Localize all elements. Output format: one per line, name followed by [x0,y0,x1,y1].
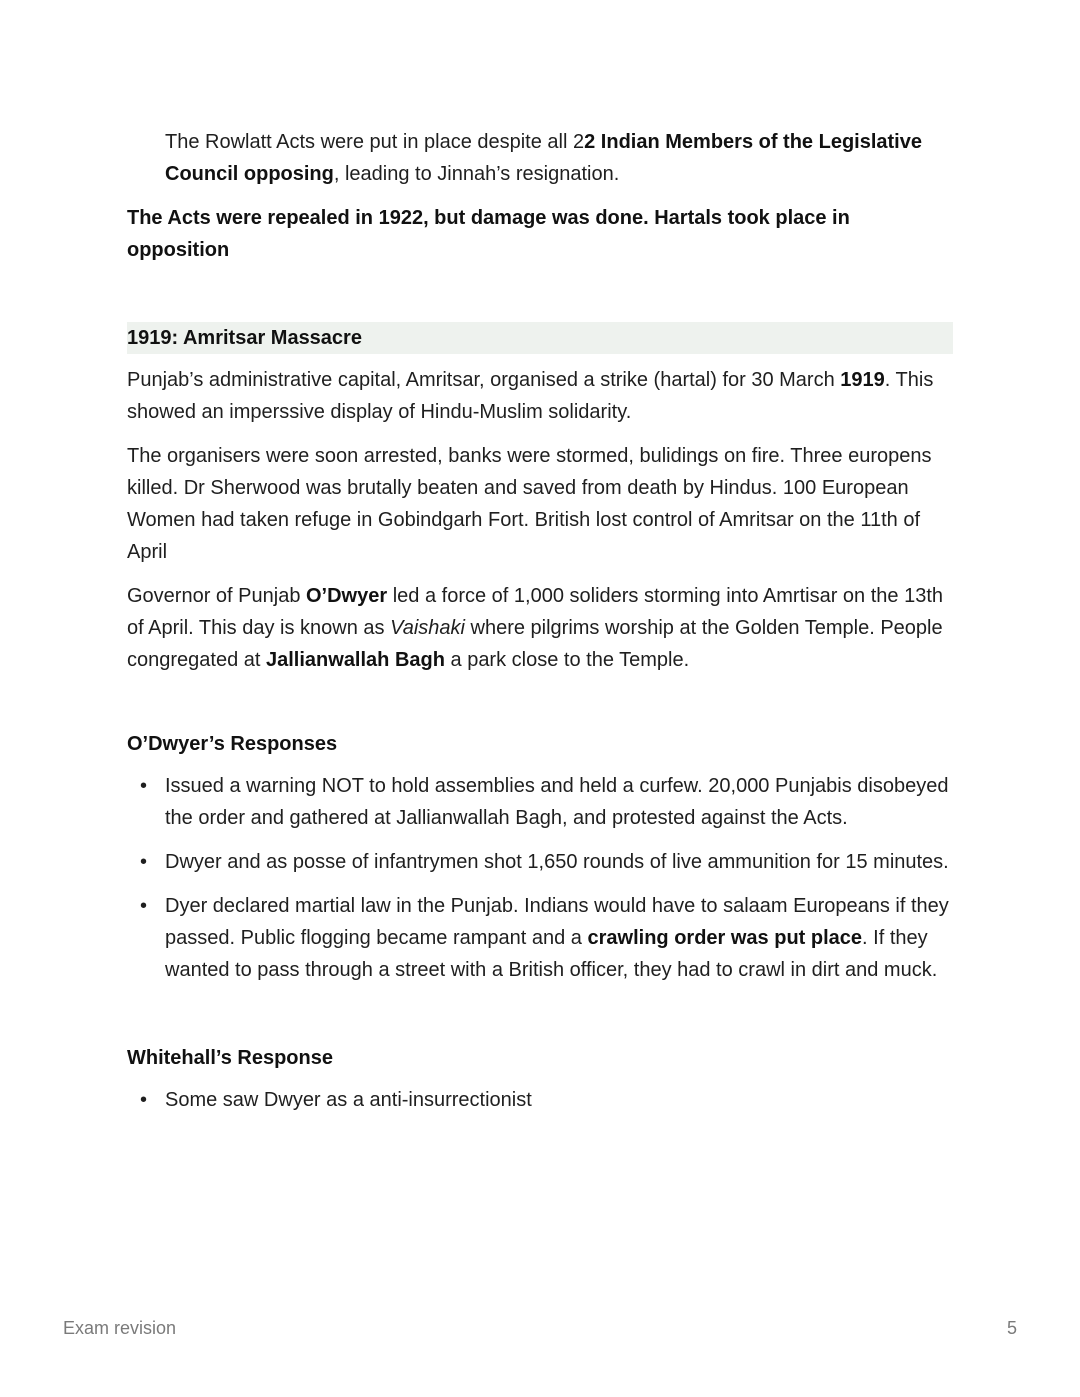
odwyer-responses-list [127,770,953,986]
amritsar-para-3-c: led a force of 1,000 soliders storming into Amrtisar on the 13th of April. This day is known as [127,585,944,639]
list-item-text: Dwyer and as posse of infantrymen shot 1,650 rounds of live ammunition for 15 minutes. [165,851,949,873]
list-item [127,846,953,878]
page-content [127,126,953,1128]
amritsar-para-1-c: . This showed an imperssive display of Hindu-Muslim solidarity. [127,369,934,423]
rowlatt-paragraph [127,126,953,190]
list-item [127,770,953,834]
footer-label: Exam revision [63,1318,177,1338]
bullet-icon: • [140,1089,148,1111]
whitehall-response-heading: Whitehall’s Response [127,1047,333,1069]
odwyer-responses-heading: O’Dwyer’s Responses [127,733,338,755]
bullet-icon: • [140,851,148,873]
list-item [127,1084,953,1116]
amritsar-para-3-e: where pilgrims worship at the Golden Temple. People congregated at [127,617,943,671]
odwyer-name: O’Dwyer [306,585,388,607]
list-item-text: Issued a warning NOT to hold assemblies and held a curfew. 20,000 Punjabis disobeyed the order and gathered at Jallianwallah Bagh, and protested against the Acts. [165,775,949,829]
list-item-text: Some saw Dwyer as a anti-insurrectionist [165,1089,532,1111]
list-item-text-a: Dyer declared martial law in the Punjab. Indians would have to salaam Europeans if they passed. Public flogging became rampant and a [165,895,949,949]
repeal-paragraph [127,202,953,266]
bullet-icon: • [140,775,148,797]
crawling-order: crawling order was put place [587,927,863,949]
amritsar-para-1 [127,364,953,428]
list-item [127,890,953,986]
section-heading-amritsar: 1919: Amritsar Massacre [127,322,953,354]
rowlatt-text-c: , leading to Jinnah’s resignation. [333,163,620,185]
amritsar-para-3-a: Governor of Punjab [127,585,306,607]
amritsar-year: 1919 [840,369,885,391]
rowlatt-text-a: The Rowlatt Acts were put in place despite all 2 [165,131,585,153]
repeal-text: The Acts were repealed in 1922, but damage was done. Hartals took place in opposition [127,207,850,261]
list-item-text-c: . If they wanted to pass through a street with a British officer, they had to crawl in dirt and muck. [165,927,938,981]
amritsar-para-3 [127,580,953,676]
rowlatt-text-bold: 2 Indian Members of the Legislative Council opposing [165,131,922,185]
bullet-icon: • [140,895,148,917]
amritsar-para-2: The organisers were soon arrested, banks were stormed, bulidings on fire. Three europens killed. Dr Sherwood was brutally beaten and saved from death by Hindus. 100 European Women had taken refuge in Gobindgarh Fort. British lost control of Amritsar on the 11th of April [127,445,932,563]
page-number: 5 [1006,1318,1017,1338]
whitehall-response-list [127,1084,953,1116]
amritsar-para-1-a: Punjab’s administrative capital, Amritsar, organised a strike (hartal) for 30 March [127,369,841,391]
amritsar-para-3-g: a park close to the Temple. [444,649,690,671]
vaishaki-term: Vaishaki [390,617,465,639]
jallianwallah-bagh: Jallianwallah Bagh [266,649,445,671]
